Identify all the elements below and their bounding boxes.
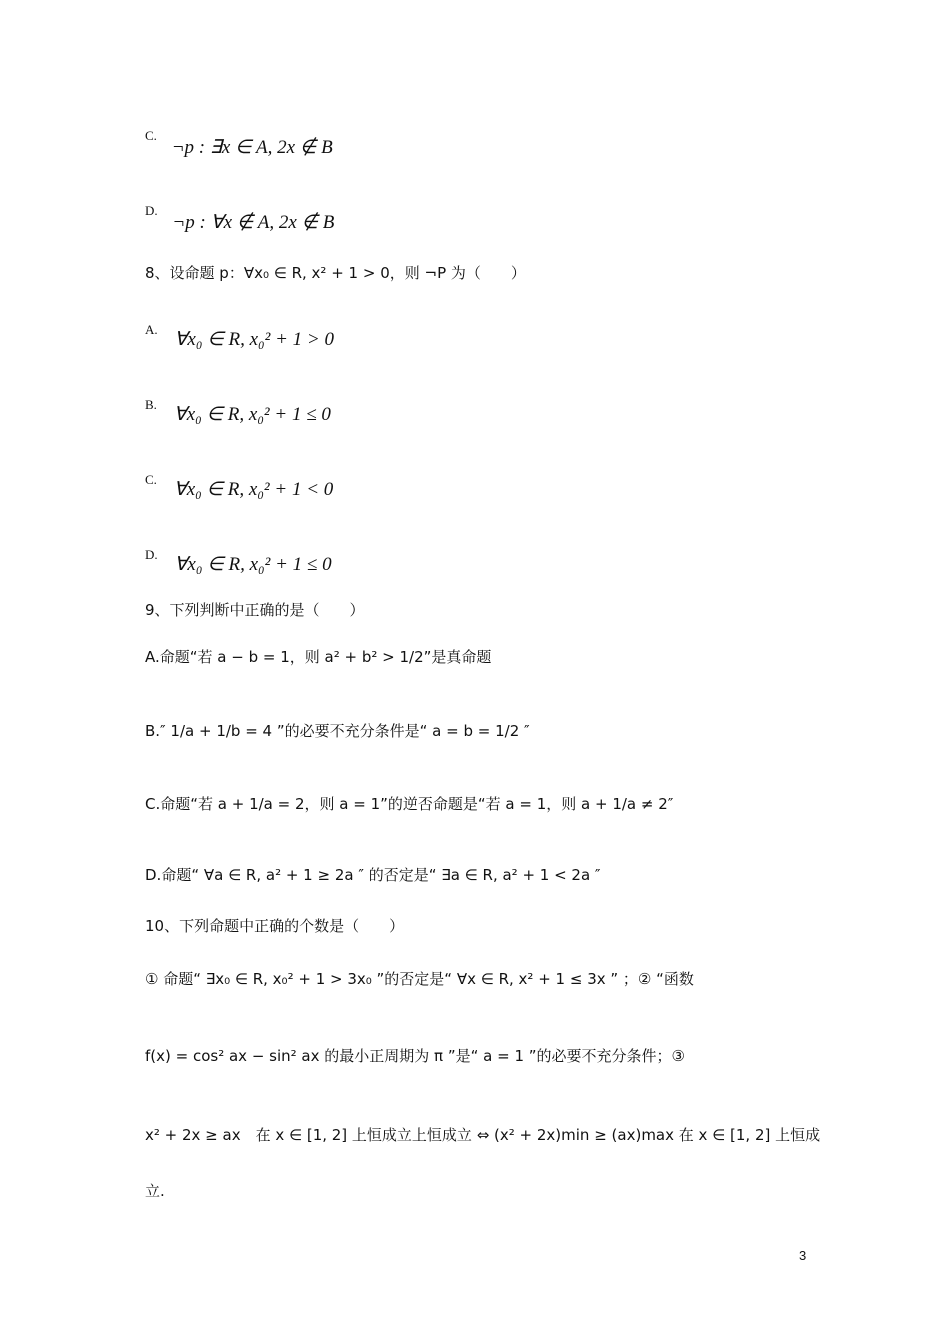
option-formula: ∀x₀ ∈ R, x₀² + 1 < 0 [173, 479, 334, 500]
q7-option-d [145, 203, 335, 233]
q10-stem: 10、下列命题中正确的个数是（ ） [145, 917, 405, 935]
page-number: 3 [799, 1248, 807, 1263]
q9-option-d: D.命题“ ∀a ∈ R, a² + 1 ≥ 2a ″ 的否定是“ ∃a ∈ R, a² + 1 < 2a ″ [145, 866, 601, 884]
q10-line-1: ① 命题“ ∃x₀ ∈ R, x₀² + 1 > 3x₀ ”的否定是“ ∀x ∈ R, x² + 1 ≤ 3x ” ；② “函数 [145, 970, 694, 988]
q9-stem: 9、下列判断中正确的是（ ） [145, 601, 365, 619]
option-formula: ∀x₀ ∈ R, x₀² + 1 ≤ 0 [173, 404, 331, 425]
q8-option-d [145, 547, 332, 575]
option-label: D. [145, 203, 158, 218]
option-label: C. [145, 472, 157, 487]
q9-option-a: A.命题“若 a − b = 1，则 a² + b² > 1/2”是真命题 [145, 648, 492, 666]
q7-option-c [145, 128, 333, 158]
q10-line-4: 立. [145, 1182, 165, 1200]
option-formula: ¬p : ∃x ∈ A, 2x ∉ B [171, 137, 333, 158]
option-formula: ¬p : ∀x ∉ A, 2x ∉ B [172, 212, 335, 233]
q8-option-a [145, 322, 334, 350]
q9-option-c: C.命题“若 a + 1/a = 2，则 a = 1”的逆否命题是“若 a = 1，则 a + 1/a ≠ 2″ [145, 795, 674, 813]
option-label: A. [145, 322, 158, 337]
q9-option-b: B.″ 1/a + 1/b = 4 ”的必要不充分条件是“ a = b = 1/2 ″ [145, 722, 530, 740]
q8-stem: 8、设命题 p：∀x₀ ∈ R, x² + 1 > 0，则 ¬P 为（ ） [145, 264, 526, 282]
option-formula: ∀x₀ ∈ R, x₀² + 1 ≤ 0 [174, 554, 332, 575]
option-label: B. [145, 397, 157, 412]
q10-line-3: x² + 2x ≥ ax 在 x ∈ [1, 2] 上恒成立上恒成立 ⇔ (x² + 2x)min ≥ (ax)max 在 x ∈ [1, 2] 上恒成 [145, 1126, 821, 1144]
q10-line-2: f(x) = cos² ax − sin² ax 的最小正周期为 π ”是“ a = 1 ”的必要不充分条件；③ [145, 1047, 685, 1065]
option-formula: ∀x₀ ∈ R, x₀² + 1 > 0 [174, 329, 334, 350]
q8-option-b [145, 397, 331, 425]
option-label: D. [145, 547, 158, 562]
option-label: C. [145, 128, 157, 143]
q8-option-c [145, 472, 334, 500]
